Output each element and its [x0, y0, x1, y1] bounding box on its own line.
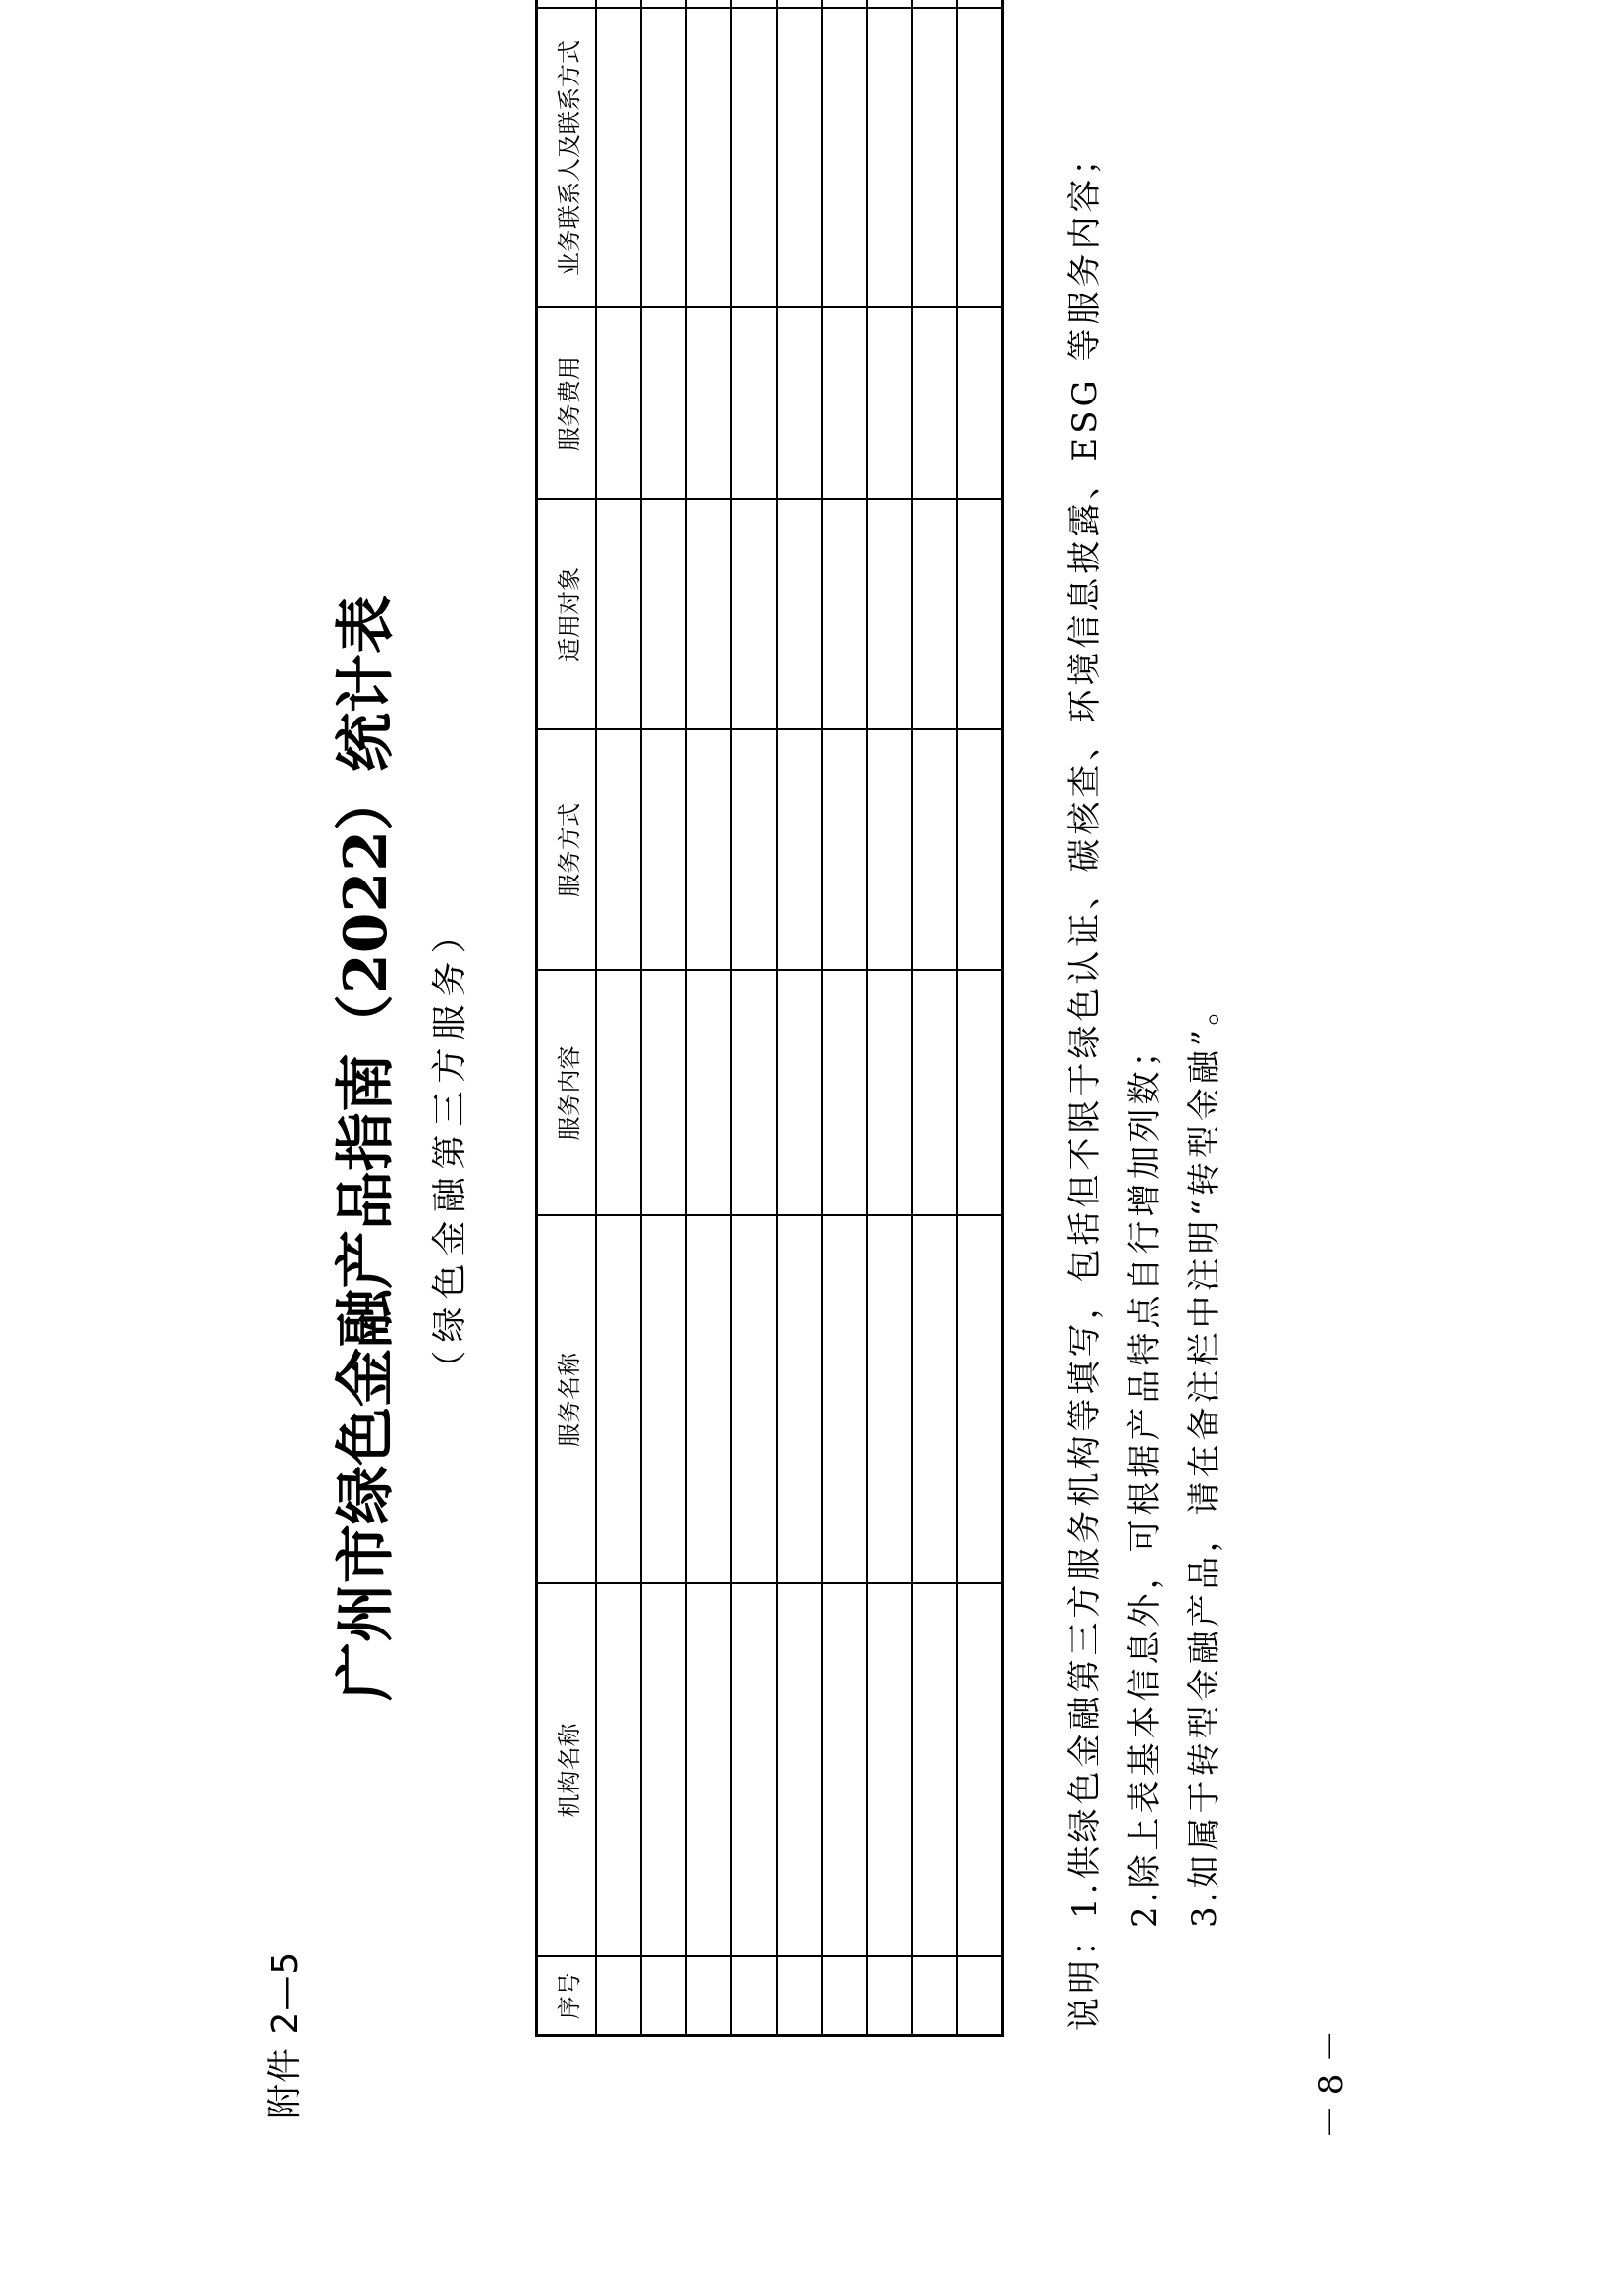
table-cell	[731, 1957, 777, 2036]
table-cell	[912, 308, 957, 500]
table-cell	[596, 9, 641, 308]
table-cell	[686, 1216, 731, 1584]
table-cell	[912, 1957, 957, 2036]
table-cell	[912, 1216, 957, 1584]
table-cell	[596, 971, 641, 1216]
table-cell	[641, 1216, 686, 1584]
table-cell	[641, 0, 686, 9]
col-header-remarks	[537, 0, 597, 9]
table-cell	[867, 971, 912, 1216]
col-header-contact: 业务联系人及联系方式	[537, 9, 597, 308]
table-cell	[822, 730, 867, 971]
table-cell	[957, 1216, 1003, 1584]
col-header-institution: 机构名称	[537, 1584, 597, 1957]
table-cell	[596, 730, 641, 971]
table-cell	[641, 730, 686, 971]
table-cell	[957, 0, 1003, 9]
table-cell	[912, 500, 957, 730]
table-cell	[867, 0, 912, 9]
table-cell	[912, 0, 957, 9]
table-row	[867, 0, 912, 2036]
table-row	[641, 0, 686, 2036]
table-cell	[596, 1584, 641, 1957]
col-header-service-content: 服务内容	[537, 971, 597, 1216]
table-cell	[777, 730, 822, 971]
table-cell	[957, 1584, 1003, 1957]
table-cell	[641, 1957, 686, 2036]
page-title: 广州市绿色金融产品指南（2022）统计表	[332, 595, 401, 1701]
table-cell	[822, 1216, 867, 1584]
table-cell	[777, 971, 822, 1216]
table-cell	[686, 1957, 731, 2036]
attachment-label: 附件 2—5	[265, 1950, 305, 2119]
table-body	[596, 0, 1003, 2036]
table-cell	[641, 1584, 686, 1957]
table-cell	[686, 0, 731, 9]
table-cell	[957, 308, 1003, 500]
table-cell	[912, 9, 957, 308]
table-cell	[596, 1216, 641, 1584]
table-cell	[822, 308, 867, 500]
table-cell	[686, 1584, 731, 1957]
table-cell	[731, 1216, 777, 1584]
table-cell	[641, 9, 686, 308]
note-line-3: 3.如属于转型金融产品，请在备注栏中注明“转型金融”。	[1185, 988, 1224, 1928]
table-row	[822, 0, 867, 2036]
col-header-index: 序号	[537, 1957, 597, 2036]
table-cell	[822, 971, 867, 1216]
table-cell	[822, 1584, 867, 1957]
table-cell	[777, 0, 822, 9]
table-cell	[731, 9, 777, 308]
table-cell	[867, 730, 912, 971]
table-cell	[686, 500, 731, 730]
table-cell	[686, 9, 731, 308]
table-cell	[867, 1957, 912, 2036]
page-number: － 8 －	[1312, 2029, 1351, 2139]
table-cell	[641, 971, 686, 1216]
col-header-service-method: 服务方式	[537, 730, 597, 971]
table-cell	[686, 971, 731, 1216]
col-header-target: 适用对象	[537, 500, 597, 730]
table-cell	[822, 1957, 867, 2036]
table-row	[777, 0, 822, 2036]
table-cell	[596, 500, 641, 730]
table-cell	[731, 1584, 777, 1957]
table-row	[912, 0, 957, 2036]
table-cell	[641, 308, 686, 500]
table-cell	[777, 1216, 822, 1584]
col-header-fee: 服务费用	[537, 308, 597, 500]
table-cell	[912, 1584, 957, 1957]
table-cell	[867, 1584, 912, 1957]
table-cell	[731, 730, 777, 971]
note-line-1: 说明：1.供绿色金融第三方服务机构等填写，包括但不限于绿色认证、碳核查、环境信息披露、ESG 等服务内容；	[1065, 137, 1105, 2031]
table-cell	[731, 500, 777, 730]
note-line-2: 2.除上表基本信息外，可根据产品特点自行增加列数；	[1125, 1030, 1164, 1928]
table-cell	[777, 9, 822, 308]
table-cell	[686, 730, 731, 971]
table-cell	[777, 1957, 822, 2036]
table-cell	[596, 1957, 641, 2036]
table-cell	[596, 0, 641, 9]
table-cell	[912, 971, 957, 1216]
table-cell	[957, 971, 1003, 1216]
table-row	[731, 0, 777, 2036]
table-cell	[822, 9, 867, 308]
table-header-row	[537, 0, 597, 2036]
table-cell	[686, 308, 731, 500]
table-row	[596, 0, 641, 2036]
table-cell	[777, 1584, 822, 1957]
table-cell	[641, 500, 686, 730]
table-cell	[957, 500, 1003, 730]
table-cell	[822, 0, 867, 9]
page-subtitle: （绿色金融第三方服务）	[430, 910, 470, 1386]
table-cell	[777, 308, 822, 500]
table-cell	[777, 500, 822, 730]
table-cell	[596, 308, 641, 500]
statistics-table	[535, 0, 1004, 2037]
col-header-service-name: 服务名称	[537, 1216, 597, 1584]
table-cell	[867, 500, 912, 730]
notes-block	[1055, 137, 1235, 2031]
table-row	[957, 0, 1003, 2036]
table-cell	[867, 9, 912, 308]
table-cell	[731, 308, 777, 500]
table-cell	[867, 308, 912, 500]
table-cell	[912, 730, 957, 971]
table-row	[686, 0, 731, 2036]
table-cell	[731, 971, 777, 1216]
table-cell	[957, 1957, 1003, 2036]
table-cell	[957, 730, 1003, 971]
table-cell	[822, 500, 867, 730]
table-cell	[867, 1216, 912, 1584]
table-cell	[957, 9, 1003, 308]
table-cell	[731, 0, 777, 9]
